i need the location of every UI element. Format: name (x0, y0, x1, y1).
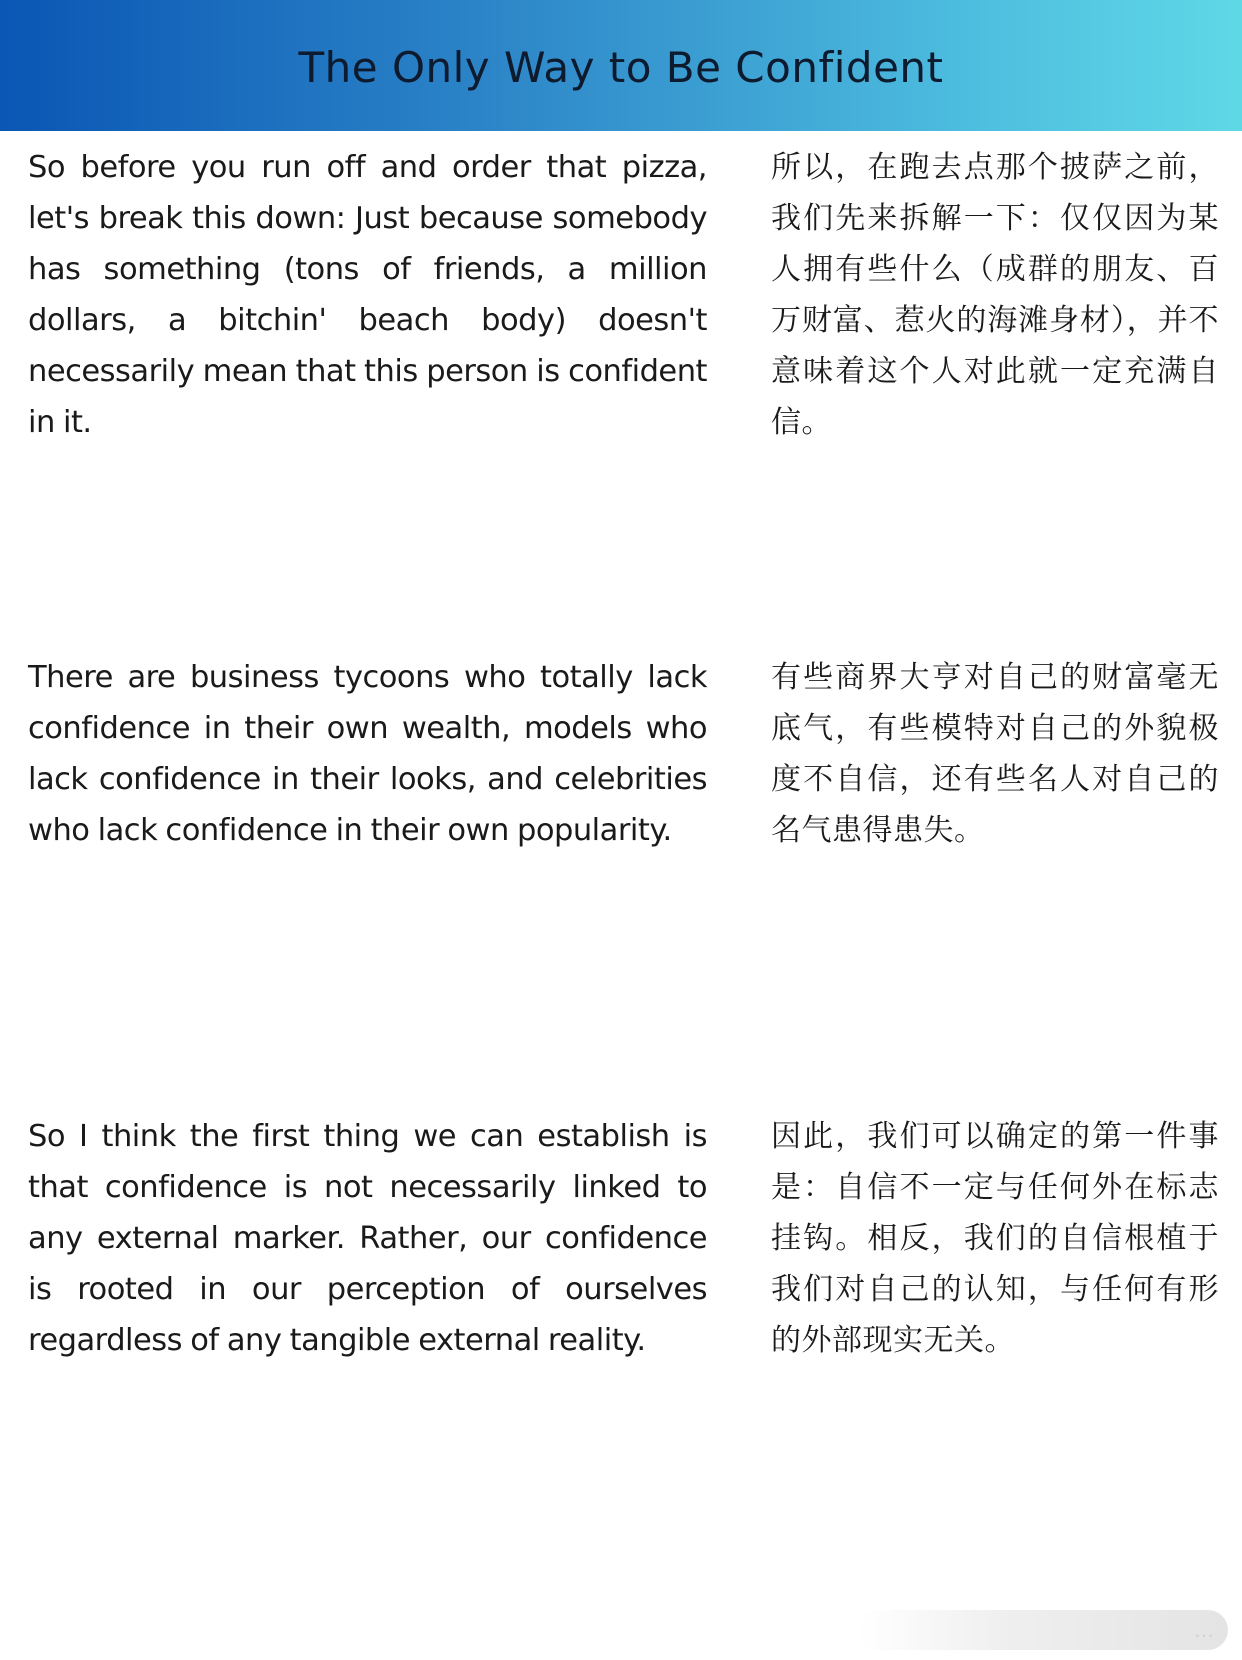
watermark-text: … (1194, 1618, 1214, 1642)
chinese-paragraph: 因此，我们可以确定的第一件事是：自信不一定与任何外在标志挂钩。相反，我们的自信根植于我们对自己的认知，与任何有形的外部现实无关。 (771, 1119, 1219, 1358)
chinese-paragraph: 所以，在跑去点那个披萨之前，我们先来拆解一下：仅仅因为某人拥有些什么（成群的朋友、百万财富、惹火的海滩身材），并不意味着这个人对此就一定充满自信。 (771, 150, 1219, 440)
english-paragraph: So before you run off and order that pizza, let's break this down: Just because somebody has something (tons of friends, a million dollars, a bitchin' beach body) doesn't necessarily mean that this person is confident in it. (28, 150, 707, 440)
title-banner (0, 0, 1242, 131)
english-paragraph: So I think the first thing we can establish is that confidence is not necessarily linked to any external marker. Rather, our confidence is rooted in our perception of ourselves regardless of any tangible external reality. (28, 1119, 707, 1358)
chinese-paragraph: 有些商界大亨对自己的财富毫无底气，有些模特对自己的外貌极度不自信，还有些名人对自己的名气患得患失。 (771, 660, 1219, 848)
page-title: The Only Way to Be Confident (298, 43, 944, 92)
english-paragraph: There are business tycoons who totally lack confidence in their own wealth, models who lack confidence in their looks, and celebrities who lack confidence in their own popularity. (28, 660, 707, 848)
watermark (858, 1610, 1228, 1650)
